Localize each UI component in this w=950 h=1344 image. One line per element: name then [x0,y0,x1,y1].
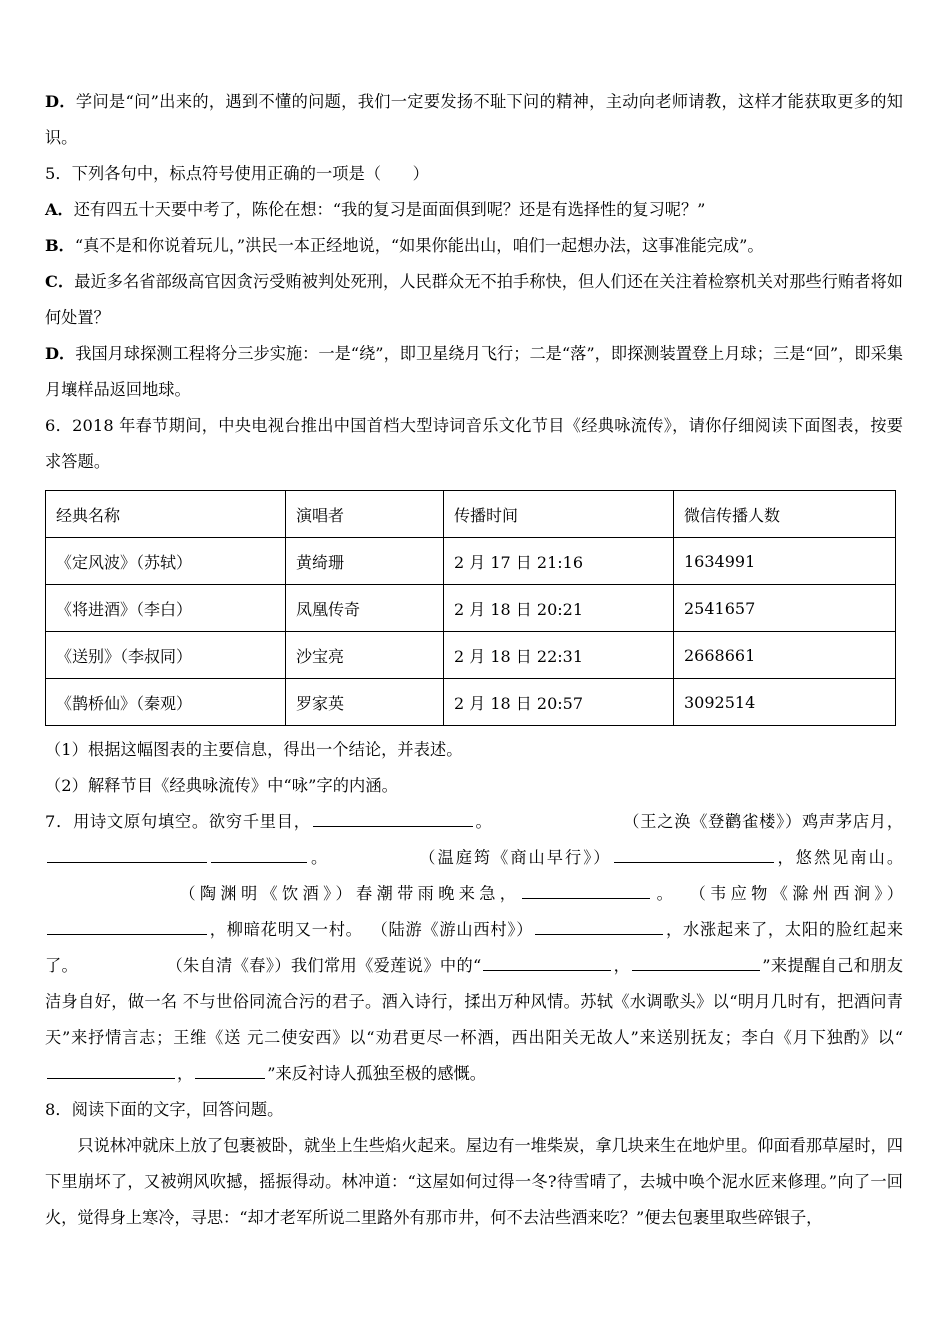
classic-songs-table [45,490,896,726]
q7-seg13: （朱自清《春》）我们常用《爱莲说》中的“ [166,956,482,975]
option-text-d: 学问是“问”出来的，遇到不懂的问题，我们一定要发扬不耻下问的精神，主动向老师请教，这样才能获取更多的知识。 [45,92,903,147]
blank-field[interactable] [614,847,774,863]
question5-stem-text: 下列各句中，标点符号使用正确的一项是（ ） [71,164,429,183]
q7-seg9: （韦应物《滁州西涧》） [685,884,903,903]
cell-count: 3092514 [674,679,896,726]
cell-time: 2 月 18 日 22:31 [444,632,674,679]
table-row [46,585,896,632]
table-row [46,679,896,726]
question6-number: 6． [45,416,73,435]
option-label-a: A． [45,200,74,219]
cell-singer: 黄绮珊 [286,538,444,585]
question5-option-a[interactable] [45,192,903,228]
question4-option-d [45,84,903,156]
option-text-d2: 我国月球探测工程将分三步实施：一是“绕”，即卫星绕月飞行；二是“落”，即探测装置登上月球；三是“回”，即采集月壤样品返回地球。 [45,344,903,399]
q7-seg8: 。 [652,884,678,903]
column-header-time: 传播时间 [444,491,674,538]
blank-field[interactable] [47,1063,175,1079]
question8-stem [45,1092,903,1128]
blank-field[interactable] [211,847,307,863]
cell-time: 2 月 17 日 21:16 [444,538,674,585]
q7-seg16: ， [177,1064,194,1083]
cell-time: 2 月 18 日 20:57 [444,679,674,726]
q7-seg5: （温庭筠《商山早行》） [417,848,612,867]
question5-option-c[interactable] [45,264,903,336]
option-text-c: 最近多名省部级高官因贪污受贿被判处死刑，人民群众无不拍手称快，但人们还在关注着检察机关对那些行贿者将如何处置？ [45,272,903,327]
q7-seg6: ，悠然见南山。 [775,848,904,867]
cell-singer: 罗家英 [286,679,444,726]
question5-stem [45,156,903,192]
question5-number: 5． [45,164,72,183]
question6-stem-text: 2018 年春节期间，中央电视台推出中国首档大型诗词音乐文化节目《经典咏流传》，请你仔细阅读下面图表，按要求答题。 [45,416,903,471]
q7-seg4: 。 [309,848,330,867]
cell-title: 《定风波》（苏轼） [46,538,286,585]
q7-seg3: （王之涣《登鹳雀楼》）鸡声茅店月， [622,812,904,831]
question8-stem-text: 阅读下面的文字，回答问题。 [71,1100,284,1119]
column-header-title: 经典名称 [46,491,286,538]
cell-title: 《送别》（李叔同） [46,632,286,679]
option-text-a: 还有四五十天要中考了，陈伦在想：“我的复习是面面俱到呢？还是有选择性的复习呢？” [73,200,706,219]
table-header-row [46,491,896,538]
question6-sub2: （2）解释节目《经典咏流传》中“咏”字的内涵。 [45,776,398,795]
blank-field[interactable] [47,847,207,863]
option-label-b: B． [45,236,75,255]
blank-field[interactable] [483,955,611,971]
column-header-count: 微信传播人数 [674,491,896,538]
question8-number: 8． [45,1100,72,1119]
blank-field[interactable] [535,919,663,935]
cell-singer: 凤凰传奇 [286,585,444,632]
option-text-b: “真不是和你说着玩儿，”洪民一本正经地说，“如果你能出山，咱们一起想办法，这事准能完成”。 [74,236,764,255]
question6-stem [45,408,903,480]
blank-field[interactable] [47,919,207,935]
cell-title: 《将进酒》（李白） [46,585,286,632]
column-header-singer: 演唱者 [286,491,444,538]
table-row [46,632,896,679]
q7-seg7: （陶渊明《饮酒》）春潮带雨晚来急， [175,884,521,903]
q7-seg10: ，柳暗花明又一村。 [209,920,363,939]
question7-number: 7． [45,812,74,831]
cell-title: 《鹊桥仙》（秦观） [46,679,286,726]
cell-count: 1634991 [674,538,896,585]
cell-time: 2 月 18 日 20:21 [444,585,674,632]
q7-seg1: 用诗文原句填空。欲穷千里目， [73,812,311,831]
option-label-d: D． [45,92,76,111]
q7-seg15: ”来提醒自己和朋友洁身自好，做一名 不与世俗同流合污的君子。酒入诗行，揉出万种风情。苏轼《水调歌头》以“明月几时有，把酒问青天”来抒情言志；王维《送 元二使安西》以“劝君更尽一杯酒，西出阳关无故人”来送别抚友；李白《月下独酌》以“ [45,956,904,1047]
blank-field[interactable] [195,1063,265,1079]
page-content [45,84,903,1236]
question8-passage: 只说林冲就床上放了包裹被卧，就坐上生些焰火起来。屋边有一堆柴炭，拿几块来生在地炉里。仰面看那草屋时，四下里崩坏了，又被朔风吹撼，摇振得动。林冲道：“这屋如何过得一冬?待雪晴了，去城中唤个泥水匠来修理。”向了一回火，觉得身上寒冷，寻思：“却才老军所说二里路外有那市井，何不去沽些酒来吃？”便去包裹里取些碎银子， [45,1136,903,1227]
q7-seg2: 。 [474,812,493,831]
cell-count: 2541657 [674,585,896,632]
q7-seg17: ”来反衬诗人孤独至极的感慨。 [267,1064,486,1083]
blank-field[interactable] [313,811,473,827]
q7-seg12: ，水涨起来了，太阳的脸红起来了。 [45,920,904,975]
blank-field[interactable] [632,955,760,971]
cell-singer: 沙宝亮 [286,632,444,679]
q7-seg11: （陆游《游山西村》） [370,920,534,939]
question5-option-d[interactable] [45,336,903,408]
blank-field[interactable] [522,883,650,899]
option-label-d2: D． [45,344,76,363]
option-label-c: C． [45,272,75,291]
q7-seg14: ， [613,956,631,975]
question7 [45,804,903,1092]
question5-option-b[interactable] [45,228,903,264]
question6-sub1: （1）根据这幅图表的主要信息，得出一个结论，并表述。 [45,740,463,759]
table-row [46,538,896,585]
cell-count: 2668661 [674,632,896,679]
